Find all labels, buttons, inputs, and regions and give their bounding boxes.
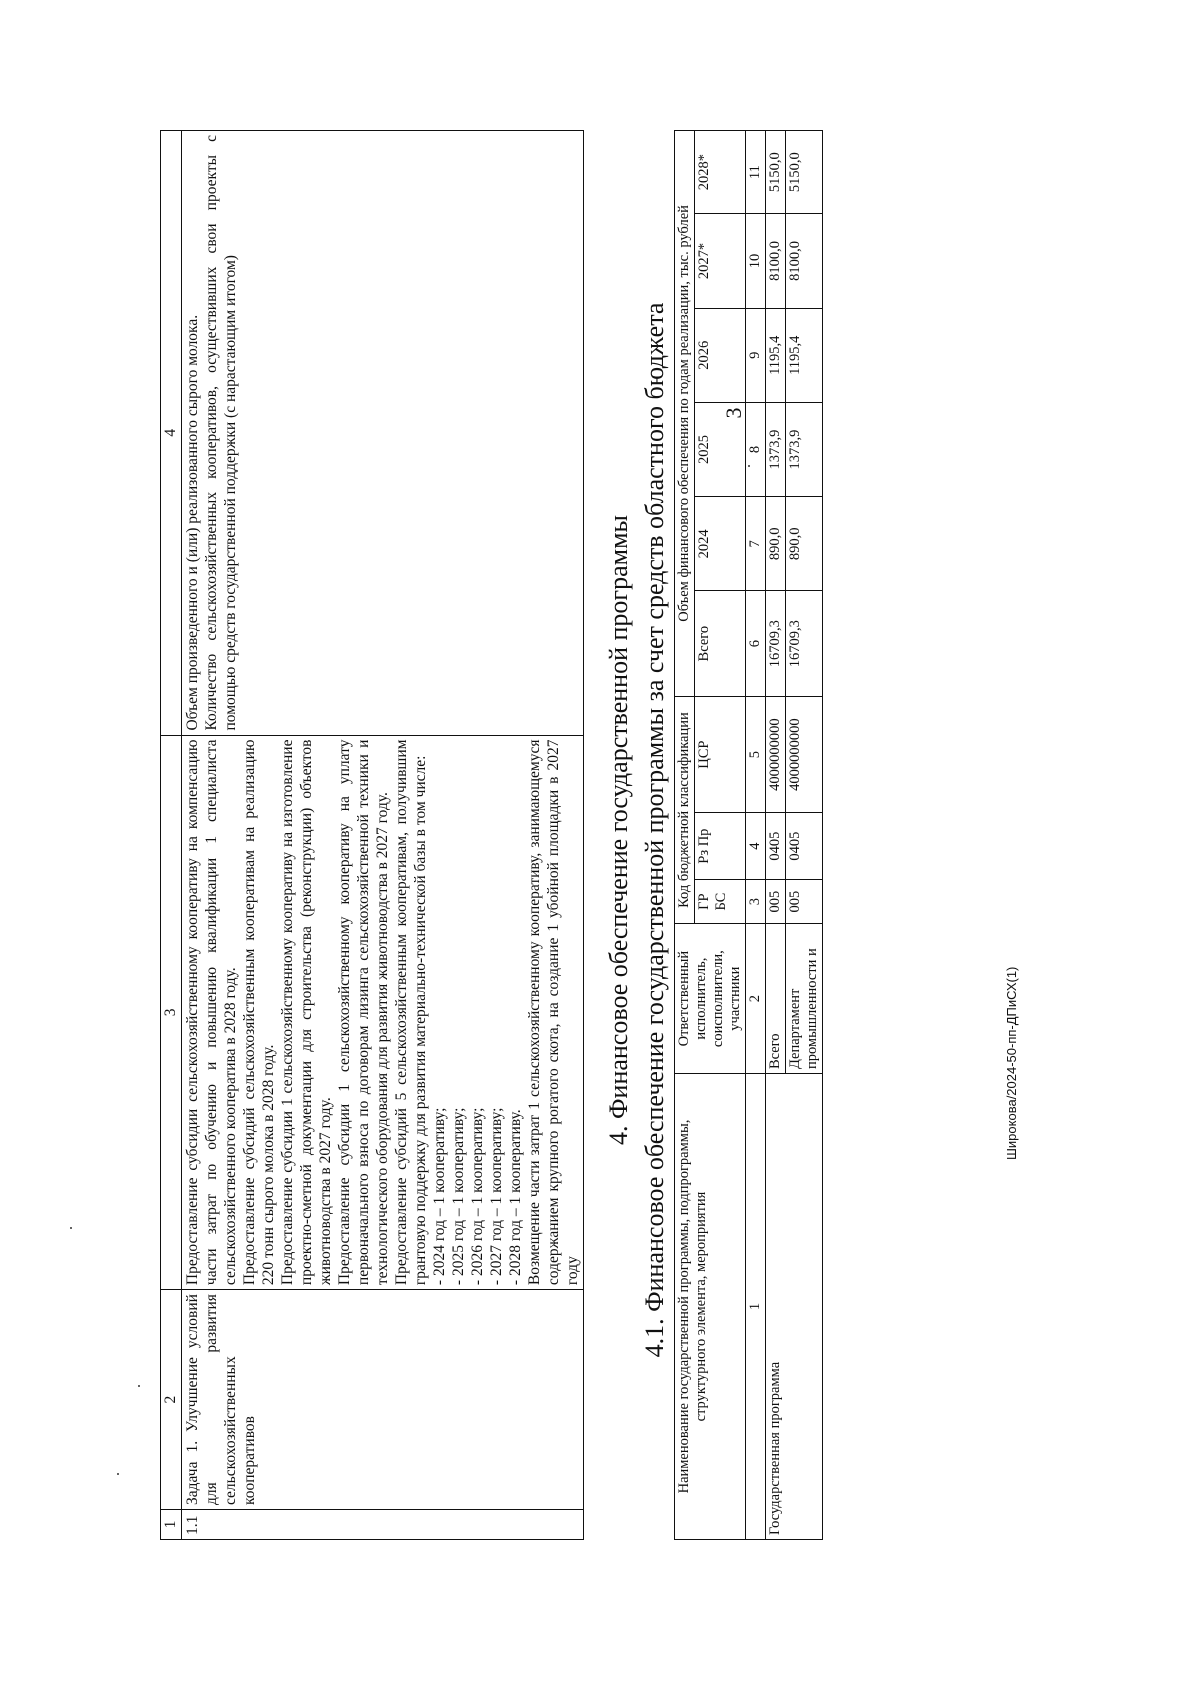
indicators-cell	[182, 131, 584, 736]
total-cell: 16709,3	[766, 591, 786, 696]
column-number-row	[161, 131, 182, 1540]
header-total: Всего	[695, 591, 746, 696]
header-year: 2024	[695, 497, 746, 591]
year-cell: 1373,9	[786, 402, 823, 496]
table-row	[182, 131, 584, 1540]
document-code: Широкова/2024-50-пп-ДПиСХ(1)	[1004, 966, 1019, 1160]
header-volume: Объем финансового обеспечения по годам реализации, тыс. рублей	[675, 131, 695, 697]
col-number: 7	[746, 497, 766, 591]
col-number: 6	[746, 591, 766, 696]
rotated-content	[160, 120, 1120, 1540]
year-cell: 5150,0	[766, 131, 786, 214]
year-cell: 8100,0	[766, 214, 786, 308]
rzpr-cell: 0405	[766, 813, 786, 880]
financing-table	[674, 130, 823, 1540]
executor-cell: Всего	[766, 924, 786, 1074]
header-year: 2027*	[695, 214, 746, 308]
header-csr: ЦСР	[695, 696, 746, 812]
csr-cell: 4000000000	[766, 696, 786, 812]
measure-list-item: - 2028 год – 1 кооперативу.	[507, 1109, 524, 1286]
indicator-text: Количество сельскохозяйственных кооперативов, осуществивших свои проекты с помощью средств государственной поддержки (с нарастающим итогом)	[203, 135, 239, 731]
section-title: 4. Финансовое обеспечение государственной программы	[604, 514, 633, 1146]
header-year: 2028*	[695, 131, 746, 214]
page-number: 3	[721, 407, 746, 419]
col-number: 4	[161, 131, 182, 736]
header-year: 2025	[695, 402, 746, 496]
measure-text: Предоставление субсидий 5 сельскохозяйственным кооперативам, получившим грантовую поддержку для развития материально-технической базы в том числе:	[393, 739, 429, 1286]
col-number: 1	[161, 1510, 182, 1540]
col-number: 5	[746, 696, 766, 812]
year-cell: 5150,0	[786, 131, 823, 214]
year-cell: 890,0	[786, 497, 823, 591]
measure-text: Предоставление субсидий сельскохозяйственным кооперативам на реализацию 220 тонн сырого молока в 2028 году.	[241, 739, 277, 1286]
grbs-cell: 005	[766, 879, 786, 923]
measure-text: Предоставление субсидии 1 сельскохозяйственному кооперативу на уплату первоначального взноса по договорам лизинга сельскохозяйственной техники и технологического оборудования для развития животноводства в 2027 году.	[336, 739, 391, 1286]
col-number: 1	[746, 1074, 766, 1540]
header-budget-code: Код бюджетной классификации	[675, 696, 695, 923]
indicator-text: Объем произведенного и (или) реализованного сырого молока.	[184, 314, 201, 731]
program-name: Государственная программа	[766, 1074, 823, 1540]
col-number: 10	[746, 214, 766, 308]
header-grbs: ГР БС	[695, 879, 746, 923]
csr-cell: 4000000000	[786, 696, 823, 812]
col-number: 3	[161, 735, 182, 1290]
task-cell: Задача 1. Улучшение условий для развития сельскохозяйственных кооперативов	[182, 1290, 584, 1510]
subsection-title: 4.1. Финансовое обеспечение государственной программы за счет средств областного бюджета	[640, 302, 669, 1358]
row-number: 1.1	[182, 1510, 584, 1540]
year-cell: 890,0	[766, 497, 786, 591]
scan-speck	[70, 1227, 72, 1229]
measure-text: Предоставление субсидии сельскохозяйственному кооперативу на компенсацию части затрат по обучению и повышению квалификации 1 специалиста сельскохозяйственного кооператива в 2028 году.	[184, 739, 239, 1286]
scan-speck	[117, 1473, 119, 1475]
header-row	[675, 131, 695, 1540]
rzpr-cell: 0405	[786, 813, 823, 880]
measure-text: Предоставление субсидии 1 сельскохозяйственному кооперативу на изготовление проектно-сметной документации для строительства (реконструкции) объектов животноводства в 2027 году.	[279, 739, 334, 1286]
scan-speck	[138, 1385, 140, 1387]
executor-cell: Департамент промышленности и	[786, 924, 823, 1074]
table-row	[766, 131, 786, 1540]
year-cell: 8100,0	[786, 214, 823, 308]
grbs-cell: 005	[786, 879, 823, 923]
header-executor: Ответственный исполнитель, соисполнители, участники	[675, 924, 746, 1074]
col-number: 11	[746, 131, 766, 214]
header-rzpr: Рз Пр	[695, 813, 746, 880]
col-number: 2	[161, 1290, 182, 1510]
measures-cell	[182, 735, 584, 1290]
col-number: 8	[746, 402, 766, 496]
col-number: 9	[746, 308, 766, 402]
header-name: Наименование государственной программы, подпрограммы, структурного элемента, мероприятия	[675, 1074, 746, 1540]
col-number: 2	[746, 924, 766, 1074]
measure-list-item: - 2024 год – 1 кооперативу;	[431, 1107, 448, 1286]
year-cell: 1195,4	[766, 308, 786, 402]
column-number-row	[746, 131, 766, 1540]
col-number: 3	[746, 879, 766, 923]
total-cell: 16709,3	[786, 591, 823, 696]
measure-list-item: - 2027 год – 1 кооперативу;	[488, 1107, 505, 1286]
measure-list-item: - 2026 год – 1 кооперативу;	[469, 1107, 486, 1286]
year-cell: 1195,4	[786, 308, 823, 402]
year-cell: 1373,9	[766, 402, 786, 496]
measure-list-item: - 2025 год – 1 кооперативу;	[450, 1107, 467, 1286]
measures-table	[160, 130, 584, 1540]
header-year: 2026	[695, 308, 746, 402]
col-number: 4	[746, 813, 766, 880]
measure-text: Возмещение части затрат 1 сельскохозяйственному кооперативу, занимающемуся содержанием крупного рогатого скота, на создание 1 убойной площадки в 2027 году	[526, 739, 581, 1286]
